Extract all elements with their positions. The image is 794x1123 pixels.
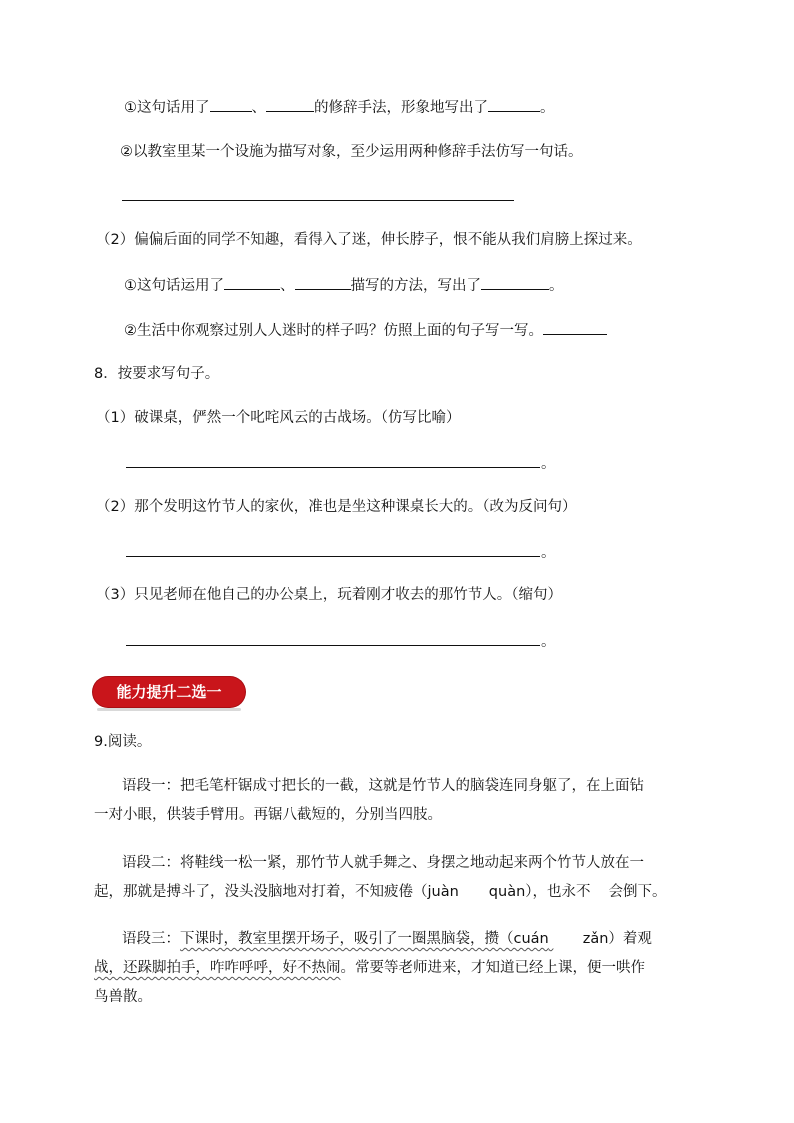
- answer-blank[interactable]: [210, 95, 252, 112]
- q9-p3-text-b: zǎn）着观: [582, 931, 652, 947]
- answer-blank[interactable]: [488, 95, 540, 112]
- q8-item-2: （2）那个发明这竹节人的家伙，准也是坐这种课桌长大的。（改为反问句）: [96, 499, 577, 515]
- q8-item-2-end: 。: [541, 545, 556, 561]
- q9-title: 9.阅读。: [94, 734, 152, 750]
- q7-2-sub1-end: 。: [549, 278, 564, 294]
- answer-blank[interactable]: [543, 318, 607, 335]
- q9-paragraph-3-line-2: [94, 957, 645, 979]
- q7-2-sub1-text-b: 、: [280, 278, 295, 294]
- q7-2-sub1-text-a: ①这句话运用了: [124, 278, 224, 294]
- q9-paragraph-1-line-2: 一对小眼，供装手臂用。再锯八截短的，分别当四肢。: [94, 807, 442, 823]
- q9-p3-underlined-b: 战，还跺脚拍手，咋咋呼呼，好不热闹: [94, 960, 341, 976]
- q9-p2-text-a: 起，那就是搏斗了，没头没脑地对打着，不知疲倦（juàn: [94, 884, 459, 900]
- q8-title: 8．按要求写句子。: [94, 366, 220, 382]
- answer-blank[interactable]: [295, 273, 351, 290]
- answer-line[interactable]: [126, 556, 540, 557]
- q7-2-sub1-text-c: 描写的方法，写出了: [350, 278, 481, 294]
- q7-2-sub2: [124, 318, 607, 342]
- q7-2-sub2-text: ②生活中你观察过别人人迷时的样子吗？仿照上面的句子写一写。: [124, 323, 543, 339]
- q7-2-sub1: [124, 273, 564, 297]
- q9-paragraph-3-line-3: 鸟兽散。: [94, 989, 152, 1005]
- q7-1-sub1: [124, 95, 555, 119]
- q9-p3-text-c: 。常要等老师进来，才知道已经上课，便一哄作: [340, 960, 645, 976]
- q9-p3-label: 语段三：: [122, 931, 180, 947]
- q7-2-stem: （2）偏偏后面的同学不知趣，看得入了迷，伸长脖子，恨不能从我们肩膀上探过来。: [96, 232, 642, 248]
- q9-paragraph-2-line-1: 语段二：将鞋线一松一紧，那竹节人就手舞之、身摆之地动起来两个竹节人放在一: [122, 855, 644, 871]
- answer-blank[interactable]: [481, 273, 549, 290]
- answer-line[interactable]: [122, 200, 514, 201]
- q7-1-sub2: ②以教室里某一个设施为描写对象，至少运用两种修辞手法仿写一句话。: [120, 144, 583, 160]
- q9-p3-underlined-gap: [549, 928, 583, 950]
- q8-item-1-end: 。: [541, 456, 556, 472]
- q8-item-3: （3）只见老师在他自己的办公桌上，玩着刚才收去的那竹节人。（缩句）: [96, 587, 562, 603]
- q7-1-sub1-end: 。: [540, 100, 555, 116]
- answer-blank[interactable]: [224, 273, 280, 290]
- q7-1-sub1-text-b: 、: [251, 100, 266, 116]
- answer-blank[interactable]: [266, 95, 314, 112]
- q8-item-1: （1）破课桌，俨然一个叱咤风云的古战场。（仿写比喻）: [96, 410, 461, 426]
- q9-paragraph-2-line-2: [94, 881, 667, 903]
- q9-p2-text-b: quàn），也永不: [488, 884, 591, 900]
- answer-line[interactable]: [126, 467, 540, 468]
- q9-paragraph-1-line-1: 语段一：把毛笔杆锯成寸把长的一截，这就是竹节人的脑袋连同身躯了，在上面钻: [122, 778, 644, 794]
- q8-item-3-end: 。: [541, 634, 556, 650]
- q7-1-sub1-text-c: 的修辞手法，形象地写出了: [314, 100, 488, 116]
- q9-paragraph-3-line-1: [122, 928, 652, 950]
- section-badge: 能力提升二选一: [93, 677, 245, 707]
- q9-p3-underlined-a: 下课时，教室里摆开场子，吸引了一圈黑脑袋，攒（cuán: [180, 931, 549, 947]
- q7-1-sub1-text-a: ①这句话用了: [124, 100, 210, 116]
- q9-p2-text-c: 会倒下。: [608, 884, 667, 900]
- answer-line[interactable]: [126, 645, 540, 646]
